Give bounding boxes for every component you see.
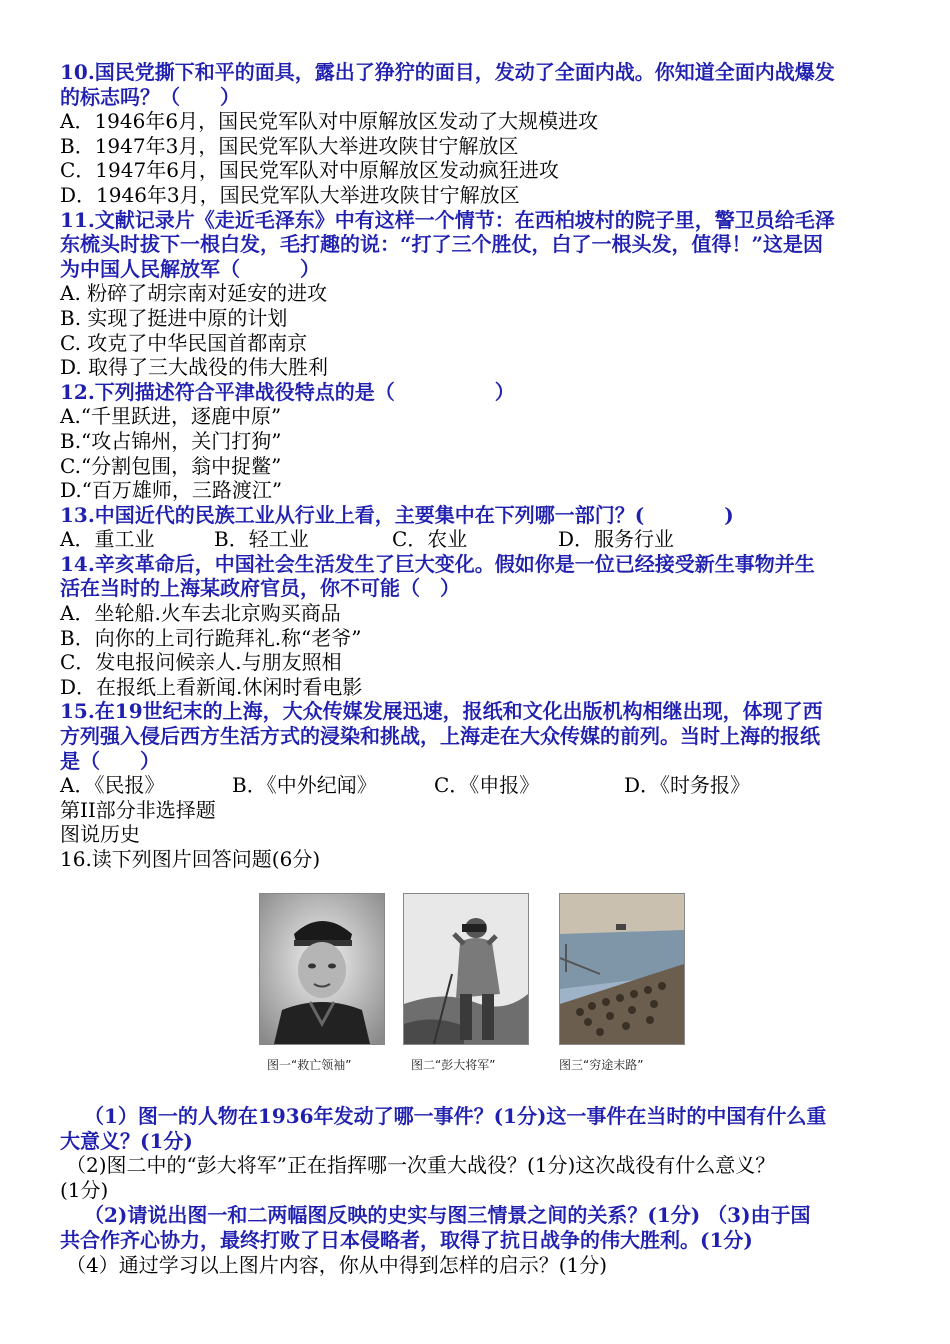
figure-1-portrait-photo — [259, 893, 385, 1045]
q12-stem: 12.下列描述符合平津战役特点的是（ ） — [60, 379, 515, 404]
subq-3-line1: （2)请说出图一和二两幅图反映的史实与图三情景之间的关系？(1分) （3)由于国 — [84, 1203, 811, 1227]
q15-option-c: C．《申报》 — [434, 773, 540, 798]
q11-stem-line2: 东梳头时拔下一根白发，毛打趣的说：“打了三个胜仗，白了一根头发，值得！”这是因 — [60, 232, 824, 257]
q10-option-c: C．1947年6月，国民党军队对中原解放区发动疯狂进攻 — [60, 158, 559, 183]
q10-stem-line1: 10.国民党撕下和平的面具，露出了狰狞的面目，发动了全面内战。你知道全面内战爆发 — [60, 60, 835, 84]
subq-4: （4）通过学习以上图片内容，你从中得到怎样的启示？(1分) — [66, 1253, 608, 1277]
q11-option-d: D. 取得了三大战役的伟大胜利 — [60, 355, 329, 380]
q11-option-c: C. 攻克了中华民国首都南京 — [60, 330, 308, 355]
q15-option-b: B．《中外纪闻》 — [232, 773, 377, 798]
q14-stem-line2: 活在当时的上海某政府官员，你不可能（ ） — [60, 576, 460, 601]
figure-2-caption: 图二“彭大将军” — [411, 1058, 496, 1072]
q13-option-d: D．服务行业 — [558, 527, 675, 552]
exam-page — [60, 60, 900, 872]
subq-1-line1: （1）图一的人物在1936年发动了哪一事件？(1分)这一事件在当时的中国有什么重 — [84, 1104, 827, 1128]
subq-1-line2: 大意义？(1分) — [60, 1129, 193, 1153]
q11-option-a: A. 粉碎了胡宗南对延安的进攻 — [60, 281, 328, 306]
q13-option-b: B．轻工业 — [214, 527, 309, 552]
q15-stem-line2: 方列强入侵后西方生活方式的浸染和挑战，上海走在大众传媒的前列。当时上海的报纸 — [60, 724, 820, 749]
section-title: 图说历史 — [60, 822, 140, 847]
figure-1-caption: 图一“救亡领袖” — [267, 1058, 352, 1072]
subq-2-line1: （2)图二中的“彭大将军”正在指挥哪一次重大战役？(1分)这次战役有什么意义？ — [66, 1153, 776, 1177]
q13-option-c: C．农业 — [392, 527, 468, 552]
section-part-title: 第II部分非选择题 — [60, 797, 216, 822]
q15-options — [60, 773, 900, 798]
q11-stem-line3: 为中国人民解放军（ ） — [60, 256, 320, 281]
q10-option-a: A．1946年6月，国民党军队对中原解放区发动了大规模进攻 — [60, 109, 599, 134]
q15-stem-line1: 15.在19世纪末的上海，大众传媒发展迅速，报纸和文化出版机构相继出现，体现了西 — [60, 699, 823, 724]
q10-option-b: B．1947年3月，国民党军队大举进攻陕甘宁解放区 — [60, 133, 519, 158]
q15-option-d: D．《时务报》 — [624, 773, 751, 798]
q15-option-a: A．《民报》 — [60, 773, 165, 798]
q12-option-c: C.“分割包围，翁中捉鳖” — [60, 453, 282, 478]
q16-stem: 16.读下列图片回答问题(6分) — [60, 847, 321, 871]
figure-2-general-photo — [403, 893, 529, 1045]
q10-stem-line2: 的标志吗？（ ） — [60, 84, 240, 109]
q12-option-d: D.“百万雄师，三路渡江” — [60, 478, 283, 503]
q14-option-b: B．向你的上司行跪拜礼.称“老爷” — [60, 625, 362, 650]
subq-2-line2: (1分) — [60, 1178, 109, 1202]
q12-option-a: A.“千里跃进，逐鹿中原” — [60, 404, 282, 429]
q13-stem: 13.中国近代的民族工业从行业上看，主要集中在下列哪一部门？( ) — [60, 502, 734, 527]
q15-stem-line3: 是（ ） — [60, 748, 160, 773]
q10-option-d: D．1946年3月，国民党军队大举进攻陕甘宁解放区 — [60, 182, 520, 207]
photo-group — [259, 893, 685, 1073]
q13-options — [60, 527, 900, 552]
q14-option-c: C．发电报问候亲人.与朋友照相 — [60, 650, 342, 675]
subq-3-line2: 共合作齐心协力，最终打败了日本侵略者，取得了抗日战争的伟大胜利。(1分) — [60, 1228, 753, 1252]
q12-option-b: B.“攻占锦州，关门打狗” — [60, 428, 282, 453]
q11-option-b: B. 实现了挺进中原的计划 — [60, 305, 288, 330]
figure-3-harbor-photo — [559, 893, 685, 1045]
q14-option-d: D．在报纸上看新闻.休闲时看电影 — [60, 674, 363, 699]
q11-stem-line1: 11.文献记录片《走近毛泽东》中有这样一个情节：在西柏坡村的院子里，警卫员给毛泽 — [60, 207, 835, 232]
figure-3-caption: 图三“穷途末路” — [559, 1058, 644, 1072]
q14-stem-line1: 14.辛亥革命后，中国社会生活发生了巨大变化。假如你是一位已经接受新生事物并生 — [60, 551, 815, 576]
q13-option-a: A．重工业 — [60, 527, 155, 552]
q14-option-a: A．坐轮船.火车去北京购买商品 — [60, 601, 341, 626]
